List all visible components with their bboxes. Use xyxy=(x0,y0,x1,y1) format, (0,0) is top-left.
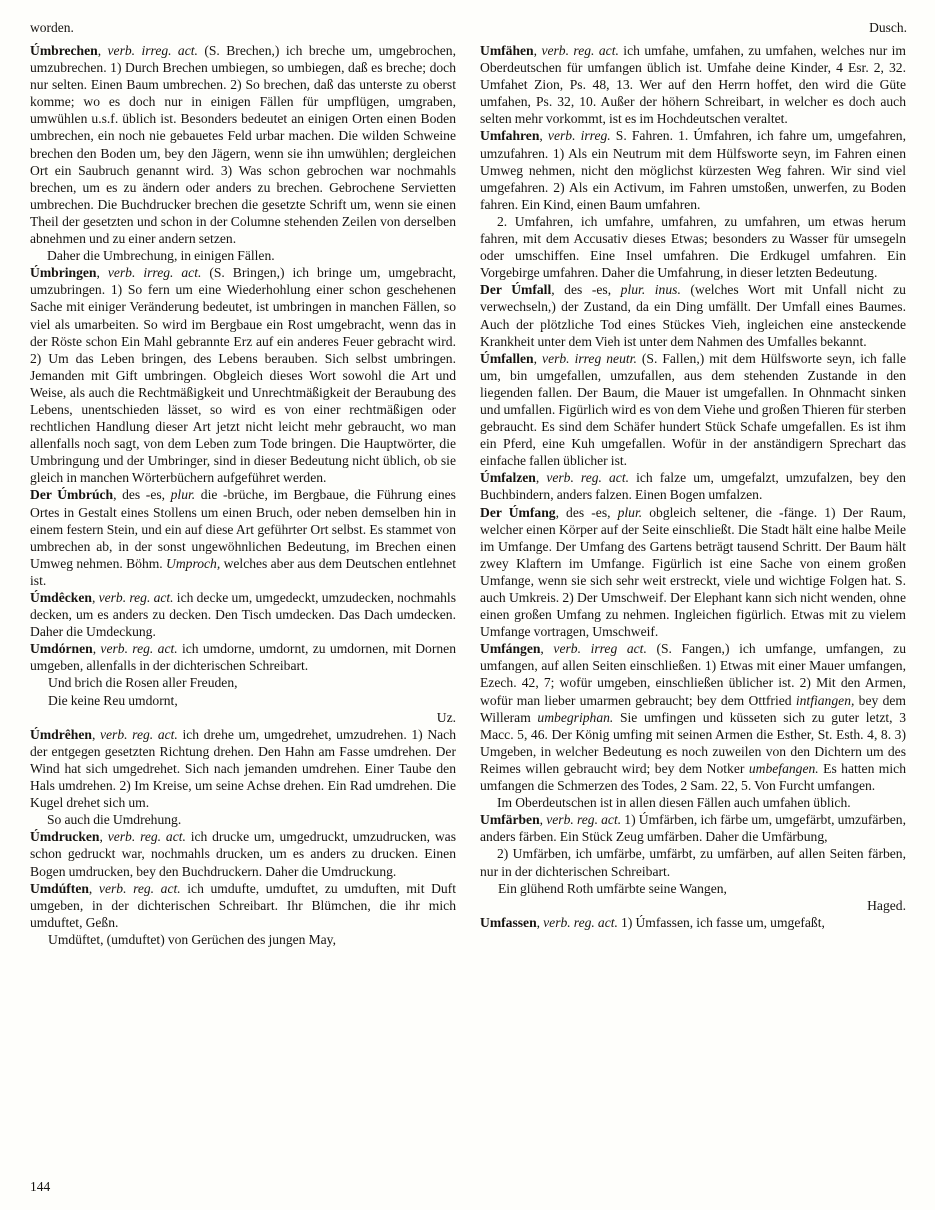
dictionary-entry xyxy=(30,42,456,247)
grammar-label: verb. irreg neutr. xyxy=(542,350,637,366)
text-segment: , xyxy=(96,265,108,281)
text-columns xyxy=(30,42,907,948)
text-segment: , xyxy=(97,43,108,58)
dictionary-entry xyxy=(30,589,456,640)
text-segment: Haged. xyxy=(867,897,906,913)
headword: Umdórnen xyxy=(30,641,93,657)
text-segment: Sie umfingen und küsseten sich zu guter letzt, 3 Macc. 5, 46. Der König umfing mit seinen Armen die Esther, St. Esth. 4, 8. 3) Umgeben, in welcher Bedeutung es noch zuweilen von den Dichtern um des Reimes willen gebraucht wird; bey dem Notker xyxy=(480,709,906,776)
text-segment: ich umdufte, umduftet, zu umduften, mit Duft umgeben, in der dichterischen Schreibart. Ihr Blümchen, die ihr mich umduftet, Geßn. xyxy=(30,880,456,930)
text-segment: ich decke um, umgedeckt, umzudecken, nochmahls decken, um es anders zu decken. Den Tisch umdecken. Das Dach umdecken. Daher die Umdeckung. xyxy=(30,590,456,640)
text-segment: ich falze um, umgefalzt, umzufalzen, bey den Buchbindern, anders falzen. Einen Bogen umfalzen. xyxy=(480,470,906,503)
text-segment: , xyxy=(535,470,547,486)
text-segment: Die keine Reu umdornt, xyxy=(48,692,178,708)
text-segment: , des -es, xyxy=(113,487,171,503)
grammar-label: verb. reg. act. xyxy=(541,43,619,58)
text-segment: (S. Fangen,) ich umfange, umfangen, zu umfangen, auf allen Seiten einschließen. 1) Etwas mit einer Mauer umfangen, Ezech. 42, 7; wofür umgeben, einschließen üblicher ist. 2) Mit den Armen, wofür man lieber umarmen gebraucht; bey dem Ottfried xyxy=(480,641,906,708)
headword: Úmbrechen xyxy=(30,43,98,58)
headword: Úmbringen xyxy=(30,265,97,281)
indent-paragraph xyxy=(480,213,906,281)
text-segment: , xyxy=(91,726,100,742)
catchword-left: worden. xyxy=(30,20,74,35)
text-segment: , des -es, xyxy=(551,282,621,298)
text-segment: , xyxy=(99,829,108,845)
headword: Úmdrucken xyxy=(30,829,100,845)
dictionary-entry xyxy=(480,811,906,845)
column-left xyxy=(30,42,456,948)
indent-paragraph xyxy=(30,247,456,264)
verse-paragraph xyxy=(30,692,456,709)
grammar-label: verb. reg. act. xyxy=(546,812,622,828)
grammar-label: umbefangen. xyxy=(748,760,819,776)
text-segment: 1) Úmfärben, ich färbe um, umgefärbt, umzufärben, anders färben. Ein Stück Zeug umfärben. Daher die Umfärbung, xyxy=(480,812,906,845)
text-segment: (S. Brechen,) ich breche um, umgebrochen, umzubrechen. 1) Durch Brechen umbiegen, so umbiegen, daß es breche; doch nur selten. Einen Baum umbrechen. 2) So brechen, daß das unterste zu oberst komme; wo es doch nur in einigen Fällen für umpflügen, umgraben, umwühlen u.s.f. üblich ist. Besonders bedeutet an einigen Orten einen Boden umbrechen, ein noch nie gebauetes Feld urbar machen. Die wilden Schweine brechen den Boden um, bey den Jägern, wenn sie ihn umwühlen; dergleichen Ort ein Saubruch genannt wird. 3) Was schon gebrochen war nochmahls brechen, um es zu ändern oder anders zu brechen. Gebrochene Servietten umbrechen. Die Buchdrucker brechen die gesetzte Schrift um, wenn sie einen Theil der gesetzten und schon in der Columne stehenden Zeilen von derselben abnehmen und zu einer andern setzen. xyxy=(30,43,456,247)
text-segment: , xyxy=(92,641,101,657)
text-segment: 1) Úmfassen, ich fasse um, umgefaßt, xyxy=(617,914,825,930)
headword: Umfángen xyxy=(480,641,541,657)
text-segment: , des -es, xyxy=(555,504,618,520)
text-segment: S. Fahren. 1. Úmfahren, ich fahre um, umgefahren, umzufahren. 1) Als ein Neutrum mit dem Hülfsworte seyn, im Fahren einen Umweg nehmen, nicht den möglichst kürzesten Weg fahren. Wir sind viel umgefahren. 2) Als ein Activum, im Fahren umstoßen, unwerfen, zu Boden fahren. Ein Kind, einen Baum umfahren. xyxy=(480,128,906,212)
text-segment: 2) Umfärben, ich umfärbe, umfärbt, zu umfärben, auf allen Seiten färben, nur in der dichterischen Schreibart. xyxy=(480,846,906,879)
text-segment: , xyxy=(539,812,547,828)
dictionary-entry xyxy=(30,828,456,879)
headword: Umfahren xyxy=(480,128,540,144)
text-segment: obgleich seltener, die -fänge. 1) Der Raum, welcher einen Körper auf der Seite einschließt. Die Stadt hält eine halbe Meile im Umfange. Der Umfang des Gartens beträgt tausend Schritt. Der Baum hält zwey Klaftern im Umfange. Figürlich ist eine Sache von einem großen Umfange, wenn sie sich sehr weit erstreckt, viele und wichtige Folgen hat. S. auch Umkreis. 2) Der Umschweif. Der Elephant kann sich nicht wenden, ohne einen großen Umfang zu nehmen. Ingleichen figürlich. Etwas mit zu vielem Umfange vortragen, Umschweif. xyxy=(480,504,906,640)
grammar-label: umbegriphan. xyxy=(537,709,614,725)
dictionary-entry xyxy=(30,880,456,931)
headword: Úmdêcken xyxy=(30,590,92,605)
headword: Umfähen xyxy=(480,43,534,58)
grammar-label: verb. reg. act. xyxy=(543,914,618,930)
attribution-paragraph xyxy=(30,709,456,726)
grammar-label: verb. irreg. xyxy=(547,128,611,144)
grammar-label: Umproch, xyxy=(166,555,221,571)
text-segment: , xyxy=(91,590,99,605)
text-segment: Im Oberdeutschen ist in allen diesen Fällen auch umfahen üblich. xyxy=(497,795,851,811)
text-segment: (welches Wort mit Unfall nicht zu verwechseln,) der Zustand, da ein Ding umfällt. Der Umfall eines Baumes. Auch der plötzliche Tod eines Stückes Vieh, ingleichen eine ansteckende Krankheit unter dem Vieh ist unter dem Nahmen des Umfalles bekannt. xyxy=(480,282,906,349)
dictionary-entry xyxy=(480,640,906,794)
text-segment: Daher die Umbrechung, in einigen Fällen. xyxy=(47,248,275,264)
dictionary-entry xyxy=(30,264,456,486)
dictionary-entry xyxy=(480,469,906,503)
grammar-label: verb. reg. act. xyxy=(107,829,186,845)
attribution-paragraph xyxy=(480,897,906,914)
grammar-label: verb. irreg. act. xyxy=(107,265,202,281)
dictionary-entry xyxy=(480,914,906,931)
text-segment: die -brüche, im Bergbaue, die Führung eines Ortes in Gestalt eines Stollens um einen Bruch, oder neben demselben hin in einem festern Stein, und ein auf diese Art geführter Ort selbst. Es stammet von umbrechen ab, in der sonst ungewöhnlichen Bedeutung, im Brechen einen Umweg nehmen. Böhm. xyxy=(30,487,456,571)
column-right xyxy=(480,42,906,948)
headword: Umfassen xyxy=(480,914,537,930)
text-segment: , xyxy=(533,350,543,366)
text-segment: , xyxy=(536,914,544,930)
text-segment: So auch die Umdrehung. xyxy=(47,812,182,828)
text-segment: , xyxy=(539,128,548,144)
grammar-label: verb. reg. act. xyxy=(98,880,181,896)
text-segment: bey dem Willeram xyxy=(480,692,906,725)
dictionary-entry xyxy=(480,281,906,349)
catchword-right: Dusch. xyxy=(869,20,907,35)
indent-paragraph xyxy=(30,811,456,828)
grammar-label: plur. inus. xyxy=(620,282,681,298)
text-segment: ich drehe um, umgedrehet, umzudrehen. 1) Nach der entgegen gesetzten Richtung drehen. Den Hahn am Fasse umdrehen. Der Wind hat sich umgedrehet. Sich nach jemanden umdrehen. Einer Taube den Hals umdrehen. 2) Im Kreise, um seine Achse drehen. Ein Rad umdrehen. Die Kugel drehet sich um. xyxy=(30,726,457,811)
dictionary-entry xyxy=(480,42,906,127)
grammar-label: intfiangen, xyxy=(795,692,855,708)
dictionary-entry xyxy=(30,486,456,589)
grammar-label: verb. irreg. act. xyxy=(107,43,198,58)
text-segment: , xyxy=(533,43,542,58)
text-segment: ich umfahe, umfahen, zu umfahen, welches nur im Oberdeutschen für umfangen üblich ist. Umfahe deine Kinder, 4 Esr. 2, 32. Umfahet Zion, Ps. 48, 13. Wer auf den Herrn hoffet, den wird die Güte umfahen, Ps. 32, 10. Außer der höhern Schreibart, in welcher es doch auch selten mehr vorkommt, ist es im Hochdeutschen veraltet. xyxy=(480,43,906,127)
text-segment: Ein glühend Roth umfärbte seine Wangen, xyxy=(498,880,727,896)
grammar-label: verb. reg. act. xyxy=(98,590,174,605)
headword: Der Úmbrúch xyxy=(30,487,114,503)
text-segment: Umdüftet, (umduftet) von Gerüchen des jungen May, xyxy=(48,931,336,947)
grammar-label: verb. reg. act. xyxy=(546,470,630,486)
text-segment: , xyxy=(540,641,554,657)
running-head xyxy=(30,20,907,36)
headword: Úmdrêhen xyxy=(30,726,92,742)
dictionary-entry xyxy=(30,640,456,674)
verse-paragraph xyxy=(480,880,906,897)
dictionary-entry xyxy=(480,350,906,470)
headword: Umfärben xyxy=(480,812,540,828)
text-segment: welches aber aus dem Deutschen entlehnet ist. xyxy=(30,555,456,588)
dictionary-entry xyxy=(30,726,456,811)
page-number: 144 xyxy=(30,1179,51,1194)
text-segment: Und brich die Rosen aller Freuden, xyxy=(48,675,238,691)
text-segment: (S. Fallen,) mit dem Hülfsworte seyn, ich falle um, bin umgefallen, umzufallen, aus dem stehenden Zustande in den liegenden fallen. Der Baum, die Mauer ist umgefallen. In Ohnmacht sinken und umfallen. Figürlich wird es von dem Viehe und großen Thieren für sterben gebraucht. Es sind dem Schäfer hundert Stück Schafe umgefallen. Es ist ihm ein Pferd, eine Kuh umgefallen. Wofür in der anständigern Sprechart das einfache fallen üblicher ist. xyxy=(480,350,907,469)
text-segment: , xyxy=(88,880,99,896)
verse-paragraph xyxy=(30,674,456,691)
text-segment: ich umdorne, umdornt, zu umdornen, mit Dornen umgeben, allenfalls in der dichterischen Schreibart. xyxy=(30,641,456,674)
headword: Der Úmfall xyxy=(480,282,552,298)
grammar-label: plur. xyxy=(170,487,196,503)
grammar-label: verb. irreg act. xyxy=(553,641,647,657)
verse-paragraph xyxy=(30,931,456,948)
text-segment: (S. Bringen,) ich bringe um, umgebracht, umzubringen. 1) So fern um eine Wiederhohlung einer schon geschehenen Sache mit einiger Veränderung bedeutet, ist umbringen in manchen Fällen, so viel als umarbeiten. So wird im Bergbaue ein Rost umgebracht, wenn das in der Röste schon Ein Mahl gebrannte Erz auf ein anderes Feuer gebracht wird. 2) Um das Leben bringen, des Lebens berauben. Sich selbst umbringen. Jemanden mit Gift umbringen. Obgleich dieses Wort sowohl die Art und Weise, als auch die Rechtmäßigkeit und Unrechtmäßigkeit der Beraubung des Lebens, unentschieden lässet, so wird es von einer rechtmäßigen oder rechtlichen Handlung dieser Art jetzt nicht leicht mehr gebraucht, wo man allenfalls noch sagt, von dem Leben zum Tode bringen. Die Hauptwörter, die Umbringung und der Umbringer, sind in dieser Bedeutung nicht üblich, ob sie gleich in manchen Wörterbüchern aufgeführet werden. xyxy=(30,265,457,486)
text-segment: Uz. xyxy=(436,709,456,725)
indent-paragraph xyxy=(480,794,906,811)
grammar-label: verb. reg. act. xyxy=(99,726,178,742)
text-segment: Es hatten mich umfangen die Schmerzen des Todes, 2 Sam. 22, 5. Von Furcht umfangen. xyxy=(480,760,906,794)
indent-paragraph xyxy=(480,845,906,879)
headword: Úmfalzen xyxy=(480,470,536,486)
headword: Umdúften xyxy=(30,880,89,896)
text-segment: ich drucke um, umgedruckt, umzudrucken, was schon gedruckt war, nochmahls drucken, um es anders zu drucken. Einen Bogen umdrucken, bey den Buchdruckern. Daher die Umdruckung. xyxy=(30,829,456,879)
dictionary-entry xyxy=(480,504,906,641)
grammar-label: verb. reg. act. xyxy=(100,641,178,657)
headword: Úmfallen xyxy=(480,350,534,366)
grammar-label: plur. xyxy=(617,504,643,520)
headword: Der Úmfang xyxy=(480,504,556,520)
dictionary-entry xyxy=(480,127,906,212)
text-segment: 2. Umfahren, ich umfahre, umfahren, zu umfahren, um etwas herum fahren, mit dem Accusativ dieses Etwas; besonders zu Wasser für umsegeln oder umschiffen. Eine Insel umfahren. Die Erdkugel umfahren. Ein Vorgebirge umfahren. Daher die Umfahrung, in dieser letzten Bedeutung. xyxy=(480,213,906,281)
